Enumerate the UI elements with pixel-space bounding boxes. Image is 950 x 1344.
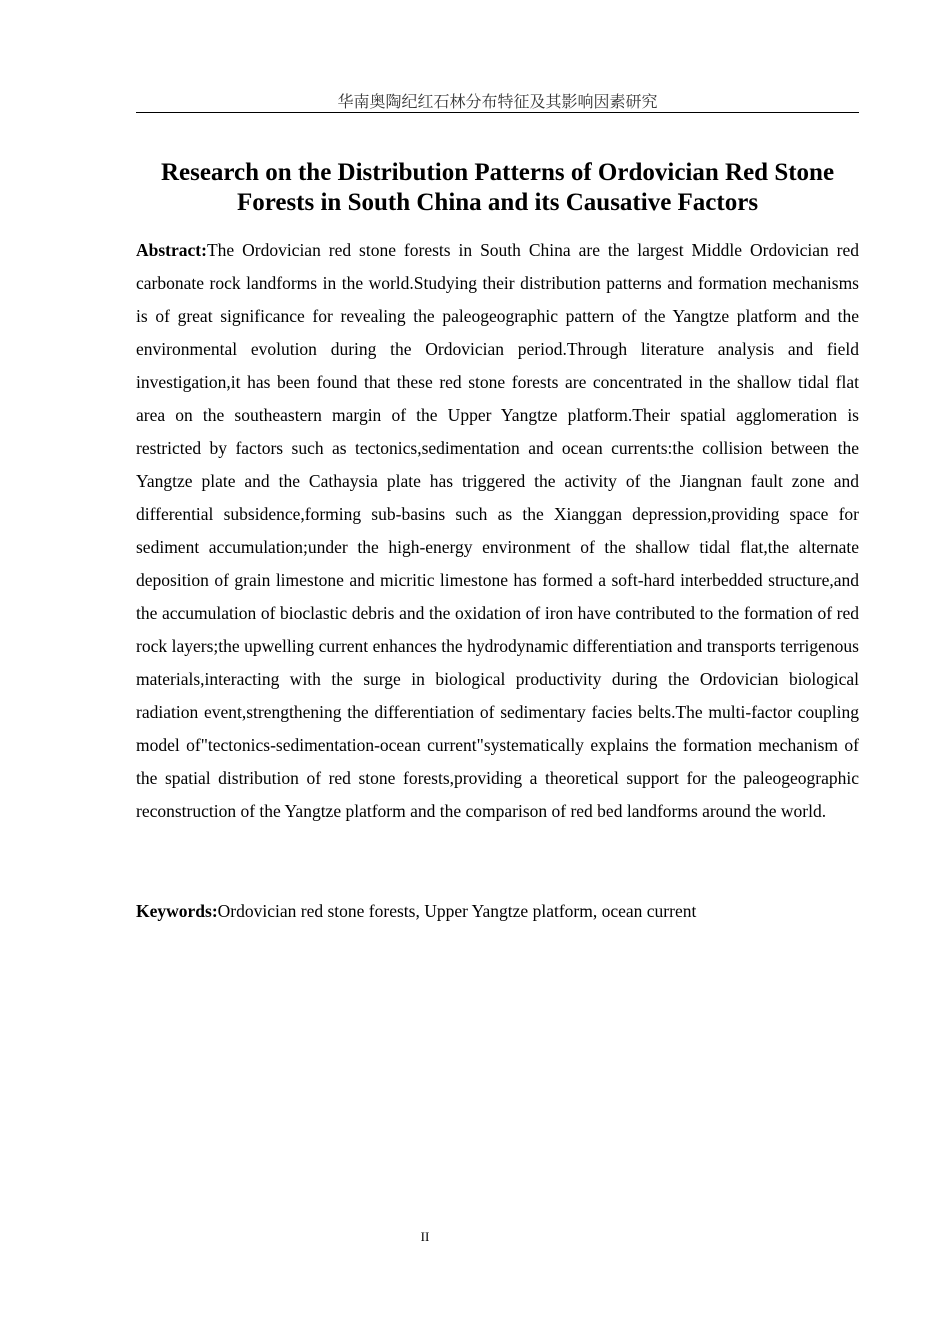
abstract-label: Abstract: [136, 240, 207, 260]
running-header: 华南奥陶纪红石林分布特征及其影响因素研究 [136, 92, 859, 113]
abstract-paragraph [136, 234, 859, 828]
page-number: II [420, 1229, 430, 1244]
keywords-text: Ordovician red stone forests, Upper Yangtze platform, ocean current [217, 901, 697, 921]
paper-title: Research on the Distribution Patterns of Ordovician Red Stone Forests in South China and its Causative Factors [160, 159, 835, 216]
abstract-text: The Ordovician red stone forests in South China are the largest Middle Ordovician red carbonate rock landforms in the world.Studying their distribution patterns and formation mechanisms is of great significance for revealing the paleogeographic pattern of the Yangtze platform and the environmental evolution during the Ordovician period.Through literature analysis and field investigation,it has been found that these red stone forests are concentrated in the shallow tidal flat area on the southeastern margin of the Upper Yangtze platform.Their spatial agglomeration is restricted by factors such as tectonics,sedimentation and ocean currents:the collision between the Yangtze plate and the Cathaysia plate has triggered the activity of the Jiangnan fault zone and differential subsidence,forming sub-basins such as the Xianggan depression,providing space for sediment accumulation;under the high-energy environment of the shallow tidal flat,the alternate deposition of grain limestone and micritic limestone has formed a soft-hard interbedded structure,and the accumulation of bioclastic debris and the oxidation of iron have contributed to the formation of red rock layers;the upwelling current enhances the hydrodynamic differentiation and transports terrigenous materials,interacting with the surge in biological productivity during the Ordovician biological radiation event,strengthening the differentiation of sedimentary facies belts.The multi-factor coupling model of"tectonics-sedimentation-ocean current"systematically explains the formation mechanism of the spatial distribution of red stone forests,providing a theoretical support for the paleogeographic reconstruction of the Yangtze platform and the comparison of red bed landforms around the world. [136, 240, 859, 821]
keywords-paragraph [136, 895, 859, 928]
keywords-label: Keywords: [136, 901, 218, 921]
